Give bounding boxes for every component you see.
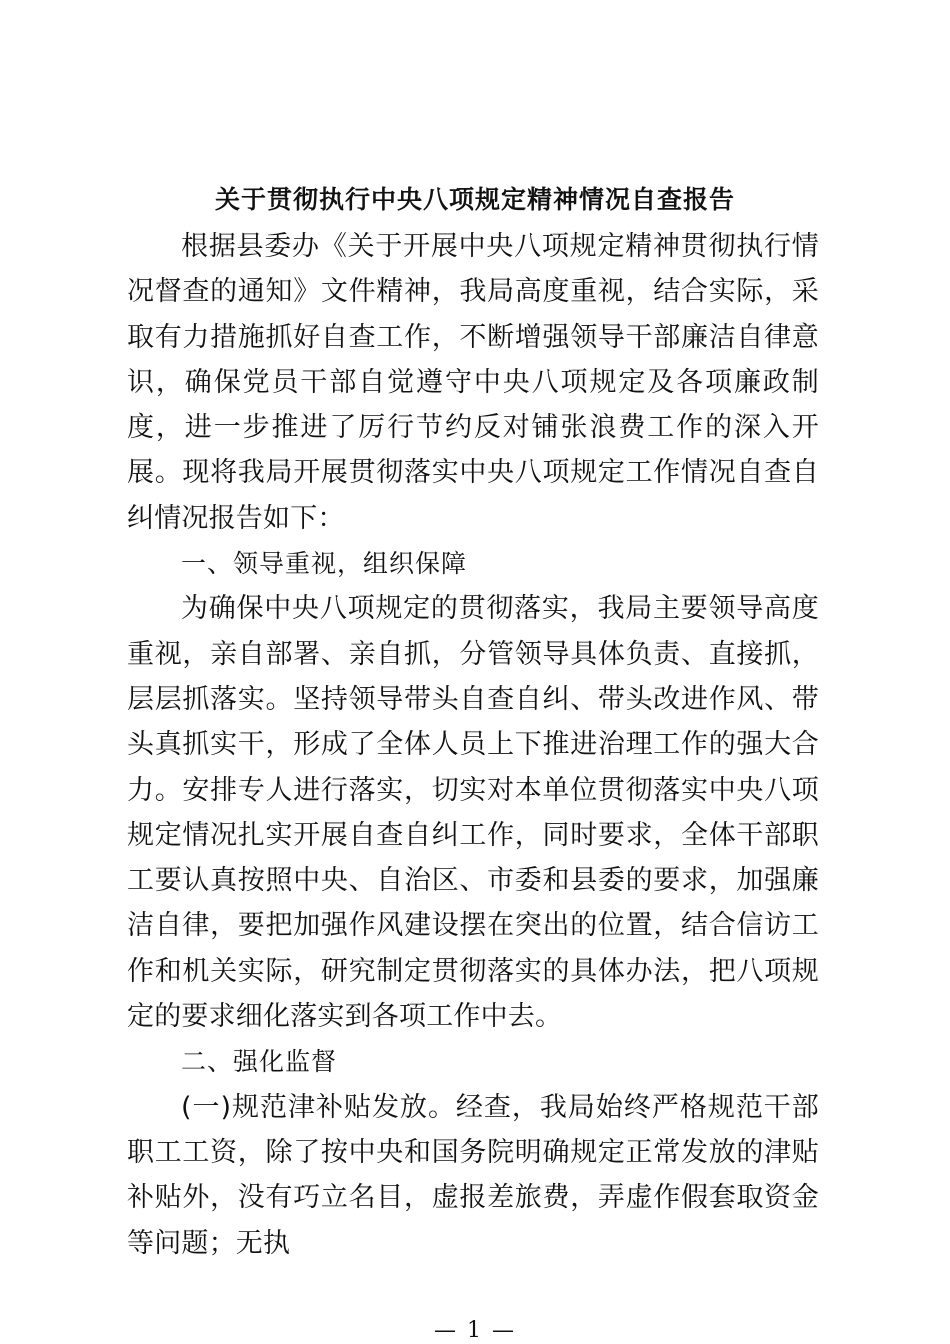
section-heading-1: 一、领导重视，组织保障 <box>181 549 468 579</box>
page-number: — 1 — <box>434 1318 516 1343</box>
section-paragraph-1: 为确保中央八项规定的贯彻落实，我局主要领导高度重视，亲自部署、亲自抓，分管领导具体负责、直接抓，层层抓落实。坚持领导带头自查自纠、带头改进作风、带头真抓实干，形成了全体人员上下推进治理工作的强大合力。安排专人进行落实，切实对本单位贯彻落实中央八项规定情况扎实开展自查自纠工作，同时要求，全体干部职工要认真按照中央、自治区、市委和县委的要求，加强廉洁自律，要把加强作风建设摆在突出的位置，结合信访工作和机关实际，研究制定贯彻落实的具体办法，把八项规定的要求细化落实到各项工作中去。 <box>127 593 819 1033</box>
section-heading-2: 二、强化监督 <box>181 1047 338 1077</box>
document-body <box>127 224 819 1266</box>
document-title: 关于贯彻执行中央八项规定精神情况自查报告 <box>214 185 735 214</box>
section-paragraph-2: (一)规范津补贴发放。经查，我局始终严格规范干部职工工资，除了按中央和国务院明确规定正常发放的津贴补贴外，没有巧立名目，虚报差旅费，弄虚作假套取资金等问题；无执 <box>127 1091 819 1259</box>
intro-paragraph: 根据县委办《关于开展中央八项规定精神贯彻执行情况督查的通知》文件精神，我局高度重视，结合实际，采取有力措施抓好自查工作，不断增强领导干部廉洁自律意识，确保党员干部自觉遵守中央八项规定及各项廉政制度，进一步推进了厉行节约反对铺张浪费工作的深入开展。现将我局开展贯彻落实中央八项规定工作情况自查自纠情况报告如下： <box>127 231 819 534</box>
